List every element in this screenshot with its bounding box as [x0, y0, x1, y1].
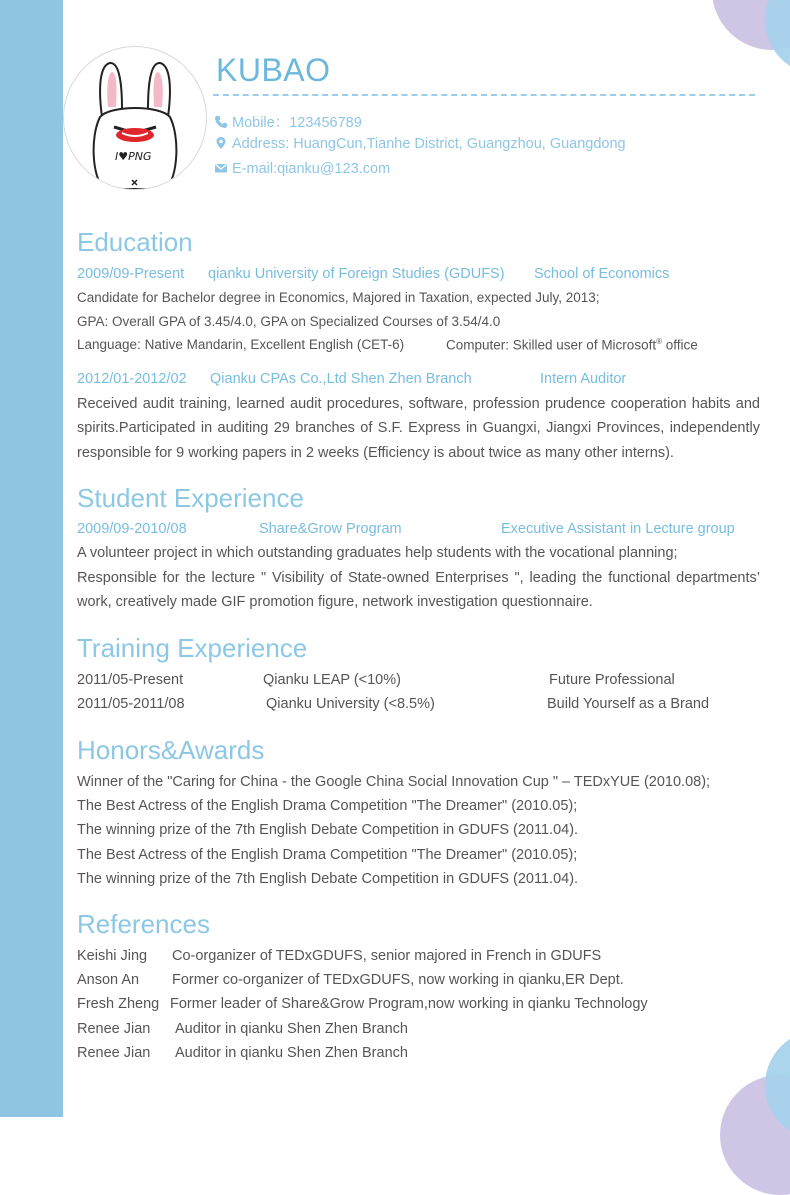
honor-item: The Best Actress of the English Drama Competition "The Dreamer" (2010.05);: [77, 798, 578, 814]
honor-item: The Best Actress of the English Drama Competition "The Dreamer" (2010.05);: [77, 847, 578, 863]
training-note: Build Yourself as a Brand: [547, 696, 710, 712]
reference-name: Anson An: [77, 972, 140, 988]
education-entry-1-role: School of Economics: [534, 266, 670, 282]
registered-mark: ®: [656, 337, 662, 346]
student-experience-org: Share&Grow Program: [259, 521, 402, 537]
language-skill: Language: Native Mandarin, Excellent English (CET-6): [77, 337, 405, 352]
bunny-avatar-icon: [64, 47, 206, 189]
student-experience-description: Responsible for the lecture " Visibility of State-owned Enterprises ", leading the functional departments’ work, creatively made GIF promotion figure, network investigation questionnaire.: [77, 570, 760, 611]
education-entry-1-line-1: Candidate for Bachelor degree in Economics, Majored in Taxation, expected July, 2013;: [77, 290, 600, 305]
training-date: 2011/05-Present: [77, 672, 184, 688]
education-entry-1-line-2: GPA: Overall GPA of 3.45/4.0, GPA on Specialized Courses of 3.54/4.0: [77, 314, 501, 329]
computer-skill-text: Computer: Skilled user of Microsoft: [446, 337, 657, 353]
decor-circle-top-blue: [765, 0, 790, 75]
location-icon: [214, 136, 228, 150]
phone-icon: [214, 115, 228, 129]
email-text: E-mail:qianku@123.com: [232, 161, 391, 177]
header-divider: [213, 94, 755, 96]
training-date: 2011/05-2011/08: [77, 696, 185, 712]
reference-description: Co-organizer of TEDxGDUFS, senior majored in French in GDUFS: [172, 948, 602, 964]
education-entry-2-description: Received audit training, learned audit procedures, software, profession prudence cooperation habits and spirits.Participated in auditing 29 branches of S.F. Express in Guangxi, Jiangxi Provinces, independently responsible for 9 working papers in 2 weeks (Efficiency is about twice as many other interns).: [77, 396, 760, 461]
mobile-text: Mobile：123456789: [232, 115, 362, 131]
avatar-logo-text: I♥PNG: [115, 150, 152, 163]
references-heading: References: [77, 909, 210, 939]
mail-icon: [214, 161, 228, 175]
student-experience-date: 2009/09-2010/08: [77, 521, 187, 537]
student-experience-heading: Student Experience: [77, 483, 304, 513]
candidate-name: KUBAO: [216, 52, 331, 88]
left-sidebar-band: [0, 0, 63, 1117]
student-experience-line-1: A volunteer project in which outstanding graduates help students with the vocational planning;: [77, 545, 678, 561]
training-note: Future Professional: [549, 672, 675, 688]
education-heading: Education: [77, 227, 193, 257]
reference-name: Fresh Zheng: [77, 996, 160, 1012]
reference-description: Former co-organizer of TEDxGDUFS, now working in qianku,ER Dept.: [172, 972, 624, 988]
education-entry-1-date: 2009/09-Present: [77, 266, 185, 282]
student-experience-role: Executive Assistant in Lecture group: [501, 521, 735, 537]
education-entry-2-org: Qianku CPAs Co.,Ltd Shen Zhen Branch: [210, 371, 472, 387]
reference-name: Renee Jian: [77, 1045, 151, 1061]
reference-description: Former leader of Share&Grow Program,now working in qianku Technology: [170, 996, 648, 1012]
honor-item: The winning prize of the 7th English Debate Competition in GDUFS (2011.04).: [77, 822, 579, 838]
reference-name: Keishi Jing: [77, 948, 148, 964]
avatar: [63, 46, 207, 190]
computer-skill-suffix: office: [661, 337, 698, 353]
training-experience-heading: Training Experience: [77, 633, 308, 663]
education-entry-2-role: Intern Auditor: [540, 371, 627, 387]
reference-description: Auditor in qianku Shen Zhen Branch: [175, 1021, 408, 1037]
contact-mobile: [214, 111, 362, 132]
education-entry-2-date: 2012/01-2012/02: [77, 371, 187, 387]
honor-item: The winning prize of the 7th English Debate Competition in GDUFS (2011.04).: [77, 871, 579, 887]
education-entry-1-org: qianku University of Foreign Studies (GDUFS): [208, 266, 505, 282]
contact-address: [214, 136, 626, 152]
honors-awards-heading: Honors&Awards: [77, 735, 265, 765]
training-program: Qianku University (<8.5%): [266, 696, 435, 712]
reference-name: Renee Jian: [77, 1021, 151, 1037]
honor-item: Winner of the "Caring for China - the Google China Social Innovation Cup " – TEDxYUE (2010.08);: [77, 774, 711, 790]
contact-email: [214, 161, 390, 177]
training-program: Qianku LEAP (<10%): [263, 672, 401, 688]
reference-description: Auditor in qianku Shen Zhen Branch: [175, 1045, 408, 1061]
computer-skill: [446, 337, 698, 353]
address-text: Address: HuangCun,Tianhe District, Guangzhou, Guangdong: [232, 136, 626, 152]
